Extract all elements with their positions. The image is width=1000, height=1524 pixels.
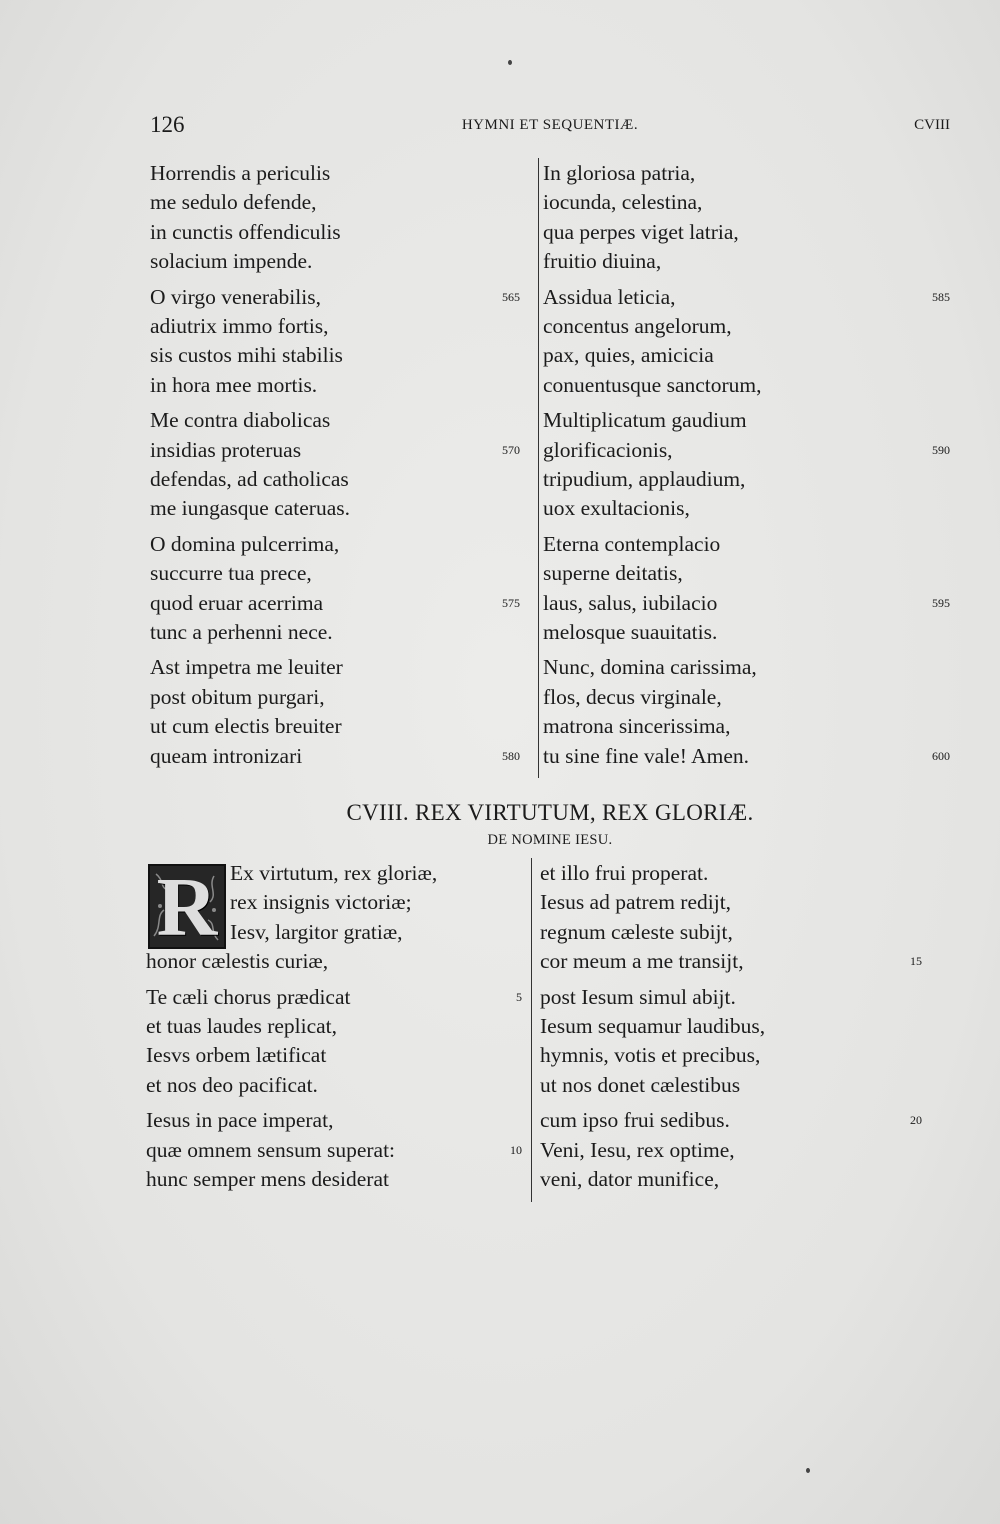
verse-line: quæ omnem sensum superat: (146, 1137, 396, 1162)
verse-line: In gloriosa patria, (543, 161, 696, 185)
line-number: 565 (502, 289, 520, 304)
page-header (150, 112, 950, 142)
page-number: 126 (150, 112, 185, 137)
line-number: 15 (910, 954, 922, 969)
verse-line: superne deitatis, (543, 561, 683, 586)
verse-line: in cunctis offendiculis (150, 219, 341, 244)
verse-line: fruitio diuina, (543, 249, 662, 274)
verse-line: veni, dator munifice, (540, 1167, 720, 1191)
line-number: 600 (932, 748, 950, 763)
verse-line: rex insignis victoriæ; (230, 890, 412, 915)
verse-line: glorificacionis, (543, 437, 673, 462)
verse-line: cum ipso frui sedibus. (540, 1108, 730, 1133)
verse-line: Iesvs orbem lætificat (146, 1043, 327, 1068)
verse-line: Ast impetra me leuiter (150, 655, 343, 680)
verse-line: uox exultacionis, (543, 496, 690, 521)
verse-line: conuentusque sanctorum, (543, 372, 762, 397)
verse-line: Me contra diabolicas (150, 408, 331, 433)
verse-line: melosque suauitatis. (543, 620, 718, 644)
verse-line: me sedulo defende, (150, 190, 317, 215)
verse-line: et tuas laudes replicat, (146, 1014, 338, 1038)
verse-line: Iesus in pace imperat, (146, 1108, 334, 1133)
line-number: 575 (502, 595, 520, 610)
line-number: 570 (502, 442, 520, 457)
verse-line: Horrendis a periculis (150, 161, 331, 185)
verse-line: O domina pulcerrima, (150, 531, 340, 556)
verse-line: solacium impende. (150, 249, 313, 274)
verse-line: et illo frui properat. (540, 861, 709, 885)
ink-spot (806, 1468, 810, 1473)
line-number: 5 (516, 989, 522, 1004)
dropcap-initial (148, 864, 226, 949)
verse-line: hymnis, votis et precibus, (540, 1043, 761, 1068)
verse-line: ut nos donet cælestibus (540, 1072, 741, 1097)
verse-line: sis custos mihi stabilis (150, 343, 343, 368)
verse-line: tripudium, applaudium, (543, 467, 746, 491)
hymn-title: CVIII. REX VIRTUTUM, REX GLORIÆ. (346, 800, 754, 825)
verse-line: Iesum sequamur laudibus, (540, 1014, 766, 1038)
ink-spot (508, 60, 512, 65)
verse-line: et nos deo pacificat. (146, 1072, 318, 1097)
verse-line: honor cælestis curiæ, (146, 949, 329, 974)
verse-line: laus, salus, iubilacio (543, 590, 718, 615)
verse-line: queam intronizari (150, 743, 303, 768)
verse-line: Veni, Iesu, rex optime, (540, 1137, 735, 1162)
verse-line: flos, decus virginale, (543, 684, 722, 709)
line-number: 20 (910, 1113, 922, 1128)
verse-line: pax, quies, amicicia (543, 343, 714, 368)
verse-line: hunc semper mens desiderat (146, 1167, 389, 1191)
verse-line: tunc a perhenni nece. (150, 620, 333, 644)
line-number: 585 (932, 289, 950, 304)
verse-line: qua perpes viget latria, (543, 219, 739, 244)
dropcap-letter: R (156, 864, 218, 949)
line-number: 580 (502, 748, 520, 763)
verse-line: matrona sincerissima, (543, 714, 731, 739)
verse-line: concentus angelorum, (543, 314, 732, 338)
verse-line: Nunc, domina carissima, (543, 655, 757, 680)
verse-line: post obitum purgari, (150, 684, 325, 709)
verse-line: Multiplicatum gaudium (543, 408, 747, 433)
verse-line: defendas, ad catholicas (150, 467, 349, 491)
verse-line: Te cæli chorus prædicat (146, 984, 351, 1009)
verse-line: post Iesum simul abijt. (540, 984, 736, 1009)
verse-line: tu sine fine vale! Amen. (543, 743, 749, 768)
verse-line: ut cum electis breuiter (150, 714, 342, 739)
verse-line: succurre tua prece, (150, 561, 312, 586)
section-mark: CVIII (914, 117, 950, 133)
column-divider-lower (531, 858, 532, 1202)
verse-line: insidias proteruas (150, 437, 302, 462)
verse-line: iocunda, celestina, (543, 190, 703, 215)
verse-line: Ex virtutum, rex gloriæ, (230, 861, 438, 885)
verse-line: quod eruar acerrima (150, 590, 324, 615)
line-number: 590 (932, 442, 950, 457)
line-number: 595 (932, 595, 950, 610)
verse-line: regnum cæleste subijt, (540, 919, 733, 944)
hymn-subtitle: DE NOMINE IESU. (487, 832, 613, 848)
verse-line: Iesus ad patrem redijt, (540, 890, 732, 915)
running-title: HYMNI ET SEQUENTIÆ. (461, 117, 639, 133)
verse-line: Assidua leticia, (543, 284, 676, 309)
verse-line: adiutrix immo fortis, (150, 314, 329, 338)
verse-line: O virgo venerabilis, (150, 284, 321, 309)
column-divider-upper (538, 158, 539, 778)
verse-line: me iungasque cateruas. (150, 496, 350, 521)
verse-line: cor meum a me transijt, (540, 949, 744, 974)
verse-line: Iesv, largitor gratiæ, (230, 919, 403, 944)
verse-line: in hora mee mortis. (150, 372, 318, 397)
verse-line: Eterna contemplacio (543, 531, 721, 556)
line-number: 10 (510, 1142, 522, 1157)
